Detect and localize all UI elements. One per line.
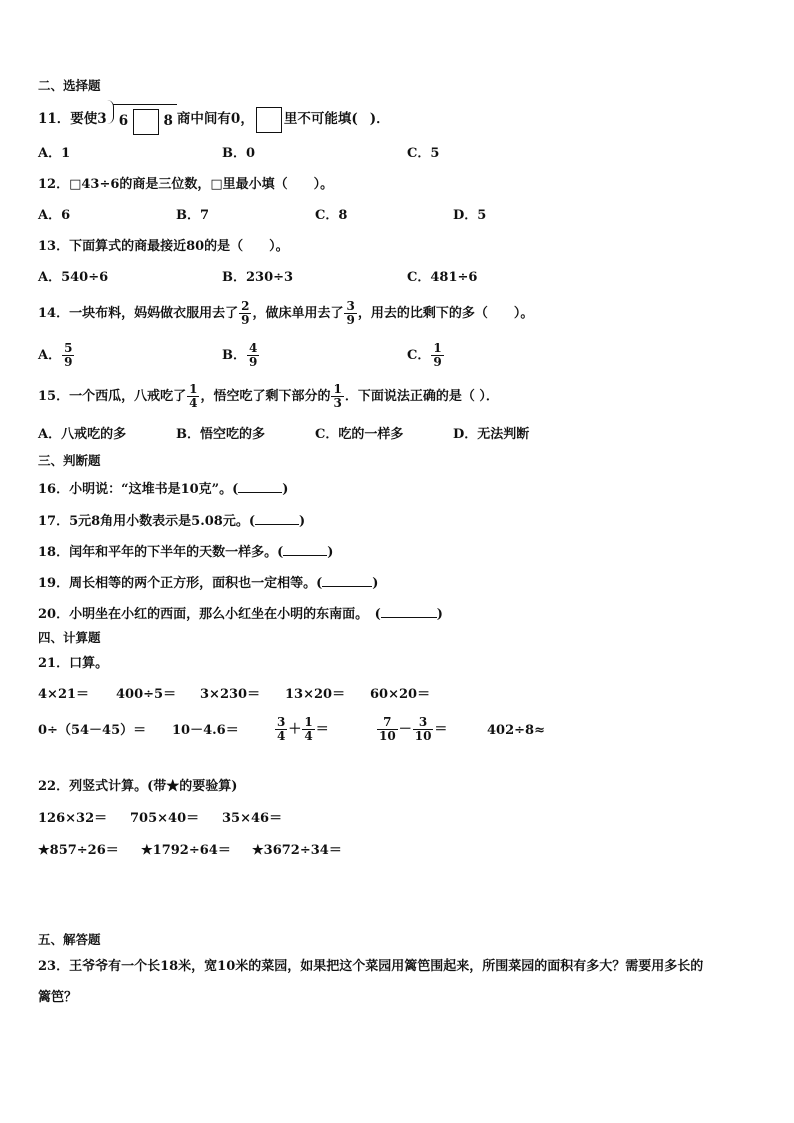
q14-option-c[interactable]: C． $\frac{1}{9}$ — [407, 341, 442, 369]
q14-text-1: 14．一块布料，妈妈做衣服用去了 — [38, 306, 239, 321]
q11-option-c[interactable]: C．5 — [407, 146, 440, 161]
q11-blank-box[interactable] — [256, 107, 282, 133]
q21-expr-10: 402÷8≈ — [487, 723, 545, 738]
q13-option-b[interactable]: B．230÷3 — [222, 270, 294, 285]
q21-expr-9: $\frac{7}{10}$ － $\frac{3}{10}$ ＝ — [379, 715, 448, 743]
q12-option-b[interactable]: B．7 — [176, 208, 210, 223]
q18-answer-blank[interactable] — [283, 541, 327, 556]
question-12: 12．□43÷6的商是三位数，□里最小填（ ）。 — [38, 177, 334, 192]
question-13: 13．下面算式的商最接近80的是（ ）。 — [38, 239, 289, 254]
section-title-calculation: 四、计算题 — [38, 630, 101, 645]
q15-text-2: ，悟空吃了剩下部分的 — [200, 389, 331, 404]
q15-option-c[interactable]: C．吃的一样多 — [315, 427, 404, 442]
q14-fraction-1: $\frac{2}{9}$ — [241, 299, 250, 327]
section-title-solution: 五、解答题 — [38, 932, 101, 947]
question-18: 18．闰年和平年的下半年的天数一样多。( ) — [38, 541, 333, 562]
q11-long-division — [107, 104, 177, 135]
q14-option-b[interactable]: B． $\frac{4}{9}$ — [222, 341, 258, 369]
q22-expr-4: ★857÷26＝ — [38, 843, 119, 858]
q11-digit-1: 6 — [118, 113, 129, 129]
q14-fraction-2: $\frac{3}{9}$ — [346, 299, 355, 327]
q21-expr-1: 4×21＝ — [38, 687, 90, 702]
q22-expr-3: 35×46＝ — [222, 811, 283, 826]
q14-option-a[interactable]: A． $\frac{5}{9}$ — [38, 341, 73, 369]
q11-number: 11． — [38, 111, 71, 127]
q14-text-3: ，用去的比剩下的多（ ）。 — [357, 306, 534, 321]
q12-option-c[interactable]: C．8 — [315, 208, 348, 223]
section-title-choice: 二、选择题 — [38, 78, 101, 93]
q15-fraction-2: $\frac{1}{3}$ — [333, 382, 342, 410]
q21-expr-4: 13×20＝ — [285, 687, 346, 702]
q15-option-d[interactable]: D．无法判断 — [453, 427, 530, 442]
q13-option-c[interactable]: C．481÷6 — [407, 270, 478, 285]
q21-expr-7: 10－4.6＝ — [172, 723, 239, 738]
q17-answer-blank[interactable] — [255, 510, 299, 525]
question-17: 17．5元8角用小数表示是5.08元。( ) — [38, 510, 305, 531]
q15-option-a[interactable]: A．八戒吃的多 — [38, 427, 127, 442]
q15-text-1: 15．一个西瓜，八戒吃了 — [38, 389, 187, 404]
q21-expr-3: 3×230＝ — [200, 687, 261, 702]
q21-expr-8: $\frac{3}{4}$ ＋ $\frac{1}{4}$ ＝ — [277, 715, 329, 743]
question-21-title: 21．口算。 — [38, 656, 109, 671]
question-23-line-1: 23．王爷爷有一个长18米，宽10米的菜园，如果把这个菜园用篱笆围起来，所围菜园的面积有多大？需要用多长的 — [38, 959, 704, 974]
q11-end: )． — [369, 111, 390, 127]
q11-digit-2: 8 — [163, 113, 173, 129]
q11-divisor: 3 — [97, 111, 107, 127]
question-11 — [38, 104, 390, 135]
q12-option-a[interactable]: A．6 — [38, 208, 71, 223]
q11-prefix: 要使 — [70, 111, 98, 127]
q22-expr-2: 705×40＝ — [130, 811, 200, 826]
q21-expr-6: 0÷（54－45）＝ — [38, 723, 147, 738]
question-15 — [38, 379, 499, 415]
q21-expr-2: 400÷5＝ — [116, 687, 177, 702]
q16-answer-blank[interactable] — [238, 478, 282, 493]
q11-option-a[interactable]: A．1 — [38, 146, 71, 161]
question-19: 19．周长相等的两个正方形，面积也一定相等。( ) — [38, 572, 378, 593]
q22-expr-1: 126×32＝ — [38, 811, 108, 826]
q14-text-2: ，做床单用去了 — [252, 306, 344, 321]
q13-option-a[interactable]: A．540÷6 — [38, 270, 109, 285]
q11-answer-box[interactable] — [133, 109, 159, 135]
question-23-line-2: 篱笆？ — [38, 990, 78, 1005]
q11-option-b[interactable]: B．0 — [222, 146, 256, 161]
division-bracket — [107, 100, 114, 124]
q12-option-d[interactable]: D．5 — [453, 208, 487, 223]
q15-text-3: ．下面说法正确的是（ ）． — [344, 389, 499, 404]
q20-answer-blank[interactable] — [381, 603, 437, 618]
section-title-judgement: 三、判断题 — [38, 453, 101, 468]
q15-fraction-1: $\frac{1}{4}$ — [189, 382, 198, 410]
question-16: 16．小明说：“这堆书是10克”。( ) — [38, 478, 288, 499]
q11-middle: 商中间有0， — [176, 111, 254, 127]
q19-answer-blank[interactable] — [322, 572, 372, 587]
q22-expr-6: ★3672÷34＝ — [252, 843, 342, 858]
q21-expr-5: 60×20＝ — [370, 687, 431, 702]
question-22-title: 22．列竖式计算。(带★的要验算) — [38, 779, 238, 794]
question-20: 20．小明坐在小红的西面，那么小红坐在小明的东南面。 ( ) — [38, 603, 443, 624]
q15-option-b[interactable]: B．悟空吃的多 — [176, 427, 265, 442]
q11-post: 里不可能填( — [283, 111, 358, 127]
question-14 — [38, 296, 533, 332]
q22-expr-5: ★1792÷64＝ — [141, 843, 231, 858]
